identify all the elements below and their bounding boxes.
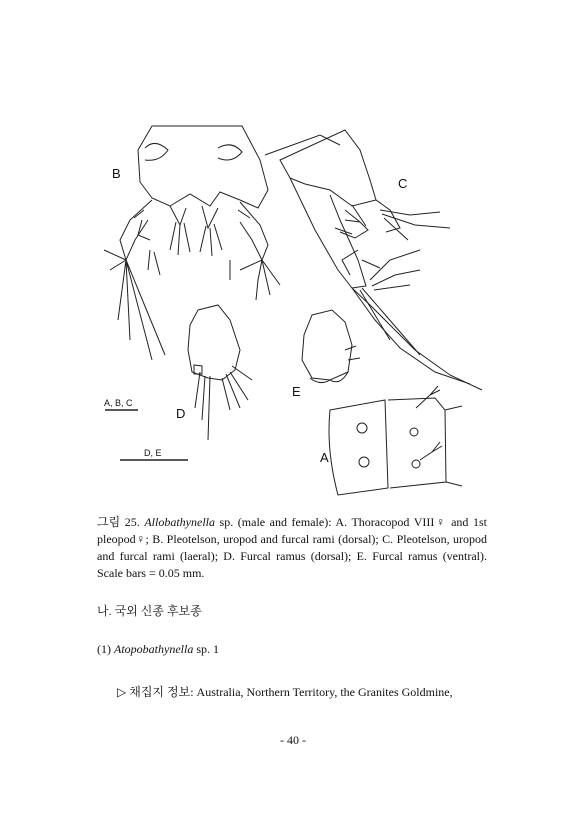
collection-info — [117, 683, 497, 700]
panel-label-c: C — [398, 176, 408, 191]
figure-drawing — [90, 110, 500, 500]
panel-label-d: D — [176, 406, 186, 421]
panel-label-b: B — [112, 166, 121, 181]
subsection-suffix: sp. 1 — [193, 642, 219, 656]
panel-label-e: E — [292, 384, 301, 399]
scale-label-de: D, E — [144, 448, 162, 458]
caption-prefix: 그림 25. — [97, 515, 140, 529]
scale-label-abc: A, B, C — [104, 398, 133, 408]
panel-e-drawing — [302, 310, 360, 383]
figure-caption — [97, 514, 487, 582]
panel-label-a: A — [320, 450, 329, 465]
panel-a-drawing — [329, 386, 462, 495]
panel-b-drawing — [104, 126, 280, 360]
subsection-genus: Atopobathynella — [114, 642, 194, 656]
subsection-heading — [97, 642, 219, 657]
collection-label: 채집지 정보: — [129, 685, 194, 699]
collection-text: Australia, Northern Territory, the Granites Goldmine, — [193, 685, 453, 699]
panel-c-drawing — [265, 130, 482, 390]
collection-marker: ▷ — [117, 685, 127, 699]
subsection-number: (1) — [97, 642, 114, 656]
caption-text: sp. (male and female): A. Thoracopod VIII♀ and 1st pleopod♀; B. Pleotelson, uropod and furcal rami (dorsal); C. Pleotelson, uropod and furcal rami (laeral); D. Furcal ramus (dorsal); E. Furcal ramus (ventral). Scale bars = 0.05 mm. — [97, 515, 488, 580]
panel-d-drawing — [188, 305, 252, 440]
page-number: - 40 - — [280, 733, 306, 747]
section-heading: 나. 국외 신종 후보종 — [97, 604, 202, 618]
caption-genus: Allobathynella — [144, 515, 215, 529]
specimen-figure — [90, 110, 500, 500]
